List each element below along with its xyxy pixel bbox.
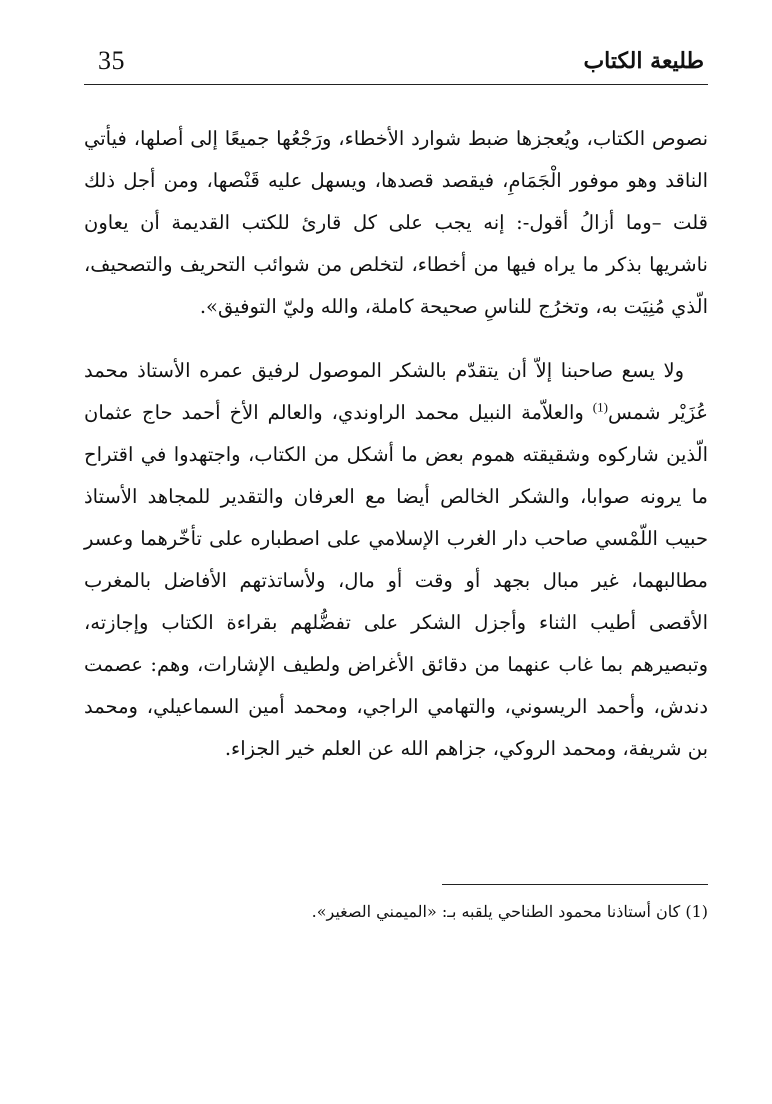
footnote-reference[interactable]: (1) bbox=[592, 399, 608, 415]
page-header bbox=[84, 44, 708, 85]
paragraph-2-part-2: والعلاّمة النبيل محمد الراوندي، والعالم الأخ أحمد حاج عثمان الّذين شاركوه وشقيقته هموم بعض ما أشكل من الكتاب، واجتهدوا في اقتراح ما يرونه صوابا، والشكر الخالص أيضا مع العرفان والتقدير للمجاهد الأستاذ حبيب اللّمْسي صاحب دار الغرب الإسلامي على اصطباره على تأخّرهما وعسر مطالبهما، غير مبال بجهد أو وقت أو مال، ولأساتذتهم الأفاضل بالمغرب الأقصى أطيب الثناء وأجزل الشكر على تفضُّلهم بقراءة الكتاب وإجازته، وتبصيرهم بما غاب عنهما من دقائق الأغراض ولطيف الإشارات، وهم: عصمت دندش، وأحمد الريسوني، والتهامي الراجي، ومحمد أمين السماعيلي، ومحمد بن شريفة، ومحمد الروكي، جزاهم الله عن العلم خير الجزاء. bbox=[84, 401, 708, 760]
paragraph-1: نصوص الكتاب، ويُعجزها ضبط شوارد الأخطاء، ورَجْعُها جميعًا إلى أصلها، فيأتي الناقد وهو موفور الْجَمَامِ، فيقصد قصدها، ويسهل عليه قَنْصها، ومن أجل ذلك قلت –وما أزالُ أقول-: إنه يجب على كل قارئ للكتب القديمة أن يعاون ناشريها بذكر ما يراه فيها من أخطاء، لتخلص من شوائب التحريف والتصحيف، الّذي مُنِيَت به، وتخرُج للناسِ صحيحة كاملة، والله وليّ التوفيق». bbox=[84, 127, 708, 318]
footnote-divider bbox=[442, 884, 708, 885]
footnote: (1) كان أستاذنا محمود الطناحي يلقبه بـ: «الميمني الصغير». bbox=[311, 902, 708, 921]
page-number: 35 bbox=[98, 46, 125, 75]
main-text bbox=[84, 118, 708, 770]
paragraph-2 bbox=[84, 350, 708, 770]
paragraph-2-part-1: ولا يسع صاحبنا إلاّ أن يتقدّم بالشكر الموصول لرفيق عمره الأستاذ محمد عُزَيْر شمس bbox=[84, 359, 708, 424]
running-title: طليعة الكتاب bbox=[583, 48, 704, 74]
